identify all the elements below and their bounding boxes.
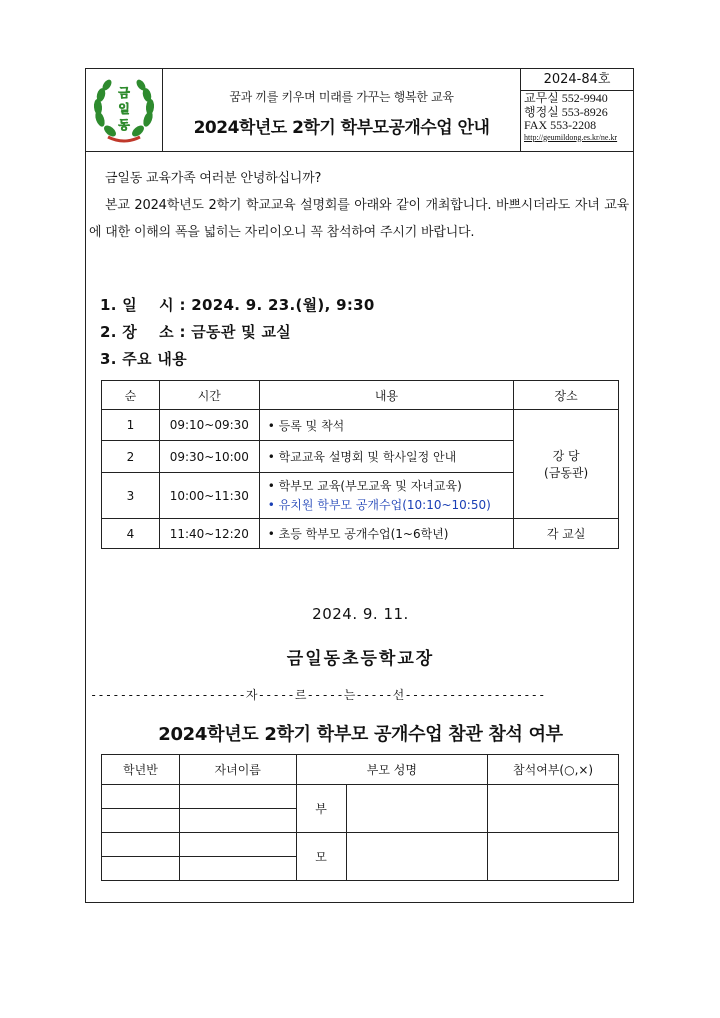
grade-input[interactable] xyxy=(102,833,180,857)
row-no: 4 xyxy=(102,519,160,549)
table-row xyxy=(102,410,619,441)
intro-body: 본교 2024학년도 2학기 학교교육 설명회를 아래와 같이 개최합니다. 바쁘시더라도 자녀 교육에 대한 이해의 폭을 넓히는 자리이오니 꼭 참석하여 주시기 바랍니다. xyxy=(89,198,629,240)
issue-date: 2024. 9. 11. xyxy=(312,605,409,623)
form-row xyxy=(102,833,619,857)
col-header-content: 내용 xyxy=(259,381,513,410)
cut-line: ---------------------자-----르-----는-----선------------------- xyxy=(90,688,546,702)
fax-number: FAX 553-2208 xyxy=(524,118,597,132)
child-name-input[interactable] xyxy=(179,857,296,881)
row-content: • 등록 및 착석 xyxy=(259,410,513,441)
row-content: • 초등 학부모 공개수업(1~6학년) xyxy=(259,519,513,549)
teacher-office-phone: 교무실 552-9940 xyxy=(524,91,608,105)
form-header-row xyxy=(102,755,619,785)
row-time: 11:40~12:20 xyxy=(159,519,259,549)
child-name-input[interactable] xyxy=(179,809,296,833)
row-no: 1 xyxy=(102,410,160,441)
table-header-row xyxy=(102,381,619,410)
mother-name-input[interactable] xyxy=(346,833,488,881)
school-logo xyxy=(86,69,163,151)
form-header-attendance: 참석여부(○,×) xyxy=(488,755,619,785)
header-title-area xyxy=(163,69,521,151)
document-header xyxy=(86,69,633,152)
child-name-input[interactable] xyxy=(179,785,296,809)
row-no: 3 xyxy=(102,473,160,519)
row-content xyxy=(259,473,513,519)
svg-text:일: 일 xyxy=(118,102,130,116)
form-header-grade: 학년반 xyxy=(102,755,180,785)
row-time: 10:00~11:30 xyxy=(159,473,259,519)
child-name-input[interactable] xyxy=(179,833,296,857)
mother-attendance-input[interactable] xyxy=(488,833,619,881)
svg-text:동: 동 xyxy=(118,118,130,132)
schedule-table xyxy=(101,380,619,549)
row-content: • 학교교육 설명회 및 학사일정 안내 xyxy=(259,441,513,473)
grade-input[interactable] xyxy=(102,857,180,881)
document-title: 2024학년도 2학기 학부모공개수업 안내 xyxy=(193,118,490,138)
form-header-child: 자녀이름 xyxy=(179,755,296,785)
intro-text xyxy=(89,165,629,246)
attendance-form xyxy=(101,754,619,881)
father-attendance-input[interactable] xyxy=(488,785,619,833)
place-classroom: 각 교실 xyxy=(514,519,619,549)
col-header-time: 시간 xyxy=(159,381,259,410)
school-slogan: 꿈과 끼를 키우며 미래를 가꾸는 행복한 교육 xyxy=(229,90,454,104)
place-hall: 강 당 xyxy=(552,449,580,463)
col-header-place: 장소 xyxy=(514,381,619,410)
row-content-line: • 학부모 교육(부모교육 및 자녀교육) xyxy=(267,478,462,493)
content-heading: 3. 주요 내용 xyxy=(100,350,187,368)
place-hall-cell xyxy=(514,410,619,519)
notice-document xyxy=(85,68,634,903)
mother-label: 모 xyxy=(296,833,346,881)
grade-input[interactable] xyxy=(102,809,180,833)
school-url[interactable]: http://geumildong.es.kr/ne.kr xyxy=(524,132,618,142)
form-row xyxy=(102,785,619,809)
row-no: 2 xyxy=(102,441,160,473)
row-content-line-highlight: • 유치원 학부모 공개수업(10:10~10:50) xyxy=(267,497,491,512)
place-hall-sub: (금동관) xyxy=(544,466,589,480)
admin-office-phone: 행정실 553-8926 xyxy=(524,104,608,119)
header-info xyxy=(521,69,633,151)
form-header-parent: 부모 성명 xyxy=(296,755,488,785)
greeting: 금일동 교육가족 여러분 안녕하십니까? xyxy=(105,171,322,186)
contact-info xyxy=(524,92,617,143)
col-header-no: 순 xyxy=(102,381,160,410)
laurel-logo-icon xyxy=(90,75,158,145)
svg-text:금: 금 xyxy=(118,86,130,100)
principal-signature: 금일동초등학교장 xyxy=(286,649,435,669)
row-time: 09:10~09:30 xyxy=(159,410,259,441)
father-name-input[interactable] xyxy=(346,785,488,833)
event-date: 1. 일 시 : 2024. 9. 23.(월), 9:30 xyxy=(100,296,375,314)
table-row xyxy=(102,519,619,549)
grade-input[interactable] xyxy=(102,785,180,809)
father-label: 부 xyxy=(296,785,346,833)
form-title: 2024학년도 2학기 학부모 공개수업 참관 참석 여부 xyxy=(158,724,563,745)
document-number: 2024-84호 xyxy=(521,69,633,91)
row-time: 09:30~10:00 xyxy=(159,441,259,473)
event-place: 2. 장 소 : 금동관 및 교실 xyxy=(100,323,292,341)
